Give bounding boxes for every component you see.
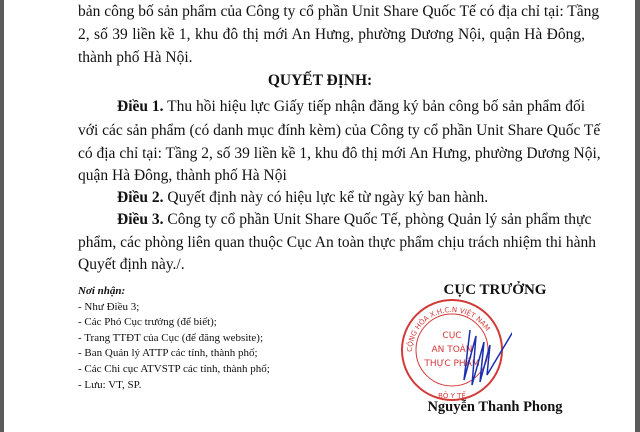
- article-2-label: Điều 2.: [117, 189, 164, 206]
- recipient-item: - Ban Quản lý ATTP các tỉnh, thành phố;: [78, 347, 258, 360]
- svg-text:AN TOÀN: AN TOÀN: [431, 345, 473, 355]
- article-2: [117, 188, 585, 208]
- signer-name: Nguyễn Thanh Phong: [427, 399, 563, 415]
- article-2-text: Quyết định này có hiệu lực kể từ ngày ký ban hành.: [163, 189, 489, 206]
- recipient-item: - Như Điều 3;: [78, 300, 140, 313]
- article-3-line: Quyết định này./.: [78, 256, 185, 273]
- svg-text:CỘNG HÒA X.H.C.N VIỆT NAM: CỘNG HÒA X.H.C.N VIỆT NAM: [405, 305, 492, 353]
- recipient-item: - Lưu: VT, SP.: [78, 378, 142, 391]
- official-stamp-icon: [392, 290, 512, 410]
- article-3-text: Công ty cổ phần Unit Share Quốc Tế, phòng Quản lý sản phẩm thực: [163, 211, 592, 228]
- article-1-line: có địa chỉ tại: Tầng 2, số 39 liền kề 1, khu đô thị mới An Hưng, phường Dương Nội,: [78, 145, 601, 162]
- article-1: [117, 97, 585, 117]
- article-3: [117, 210, 592, 230]
- recipient-item: - Trang TTĐT của Cục (để đăng website);: [78, 331, 264, 344]
- article-3-label: Điều 3.: [117, 211, 164, 228]
- svg-text:BỘ Y TẾ: BỘ Y TẾ: [438, 392, 466, 400]
- preamble-line: bản công bố sản phẩm của Công ty cổ phần Unit Share Quốc Tế có địa chỉ tại: Tầng: [78, 3, 600, 20]
- preamble-line: 2, số 39 liền kề 1, khu đô thị mới An Hưng, phường Dương Nội, quận Hà Đông,: [78, 26, 585, 43]
- signature-title: CỤC TRƯỞNG: [443, 282, 547, 298]
- article-1-text: Thu hồi hiệu lực Giấy tiếp nhận đăng ký bản công bố sản phẩm đối: [163, 98, 586, 115]
- article-1-line: quận Hà Đông, thành phố Hà Nội: [78, 167, 287, 184]
- viewer-left-edge: [0, 0, 4, 432]
- article-1-label: Điều 1.: [117, 98, 164, 115]
- article-1-line: với các sản phẩm (có danh mục đính kèm) của Công ty cổ phần Unit Share Quốc Tế: [78, 122, 601, 139]
- viewer-right-edge: [635, 0, 640, 432]
- recipients-block: [78, 284, 270, 393]
- article-3-line: phẩm, các phòng liên quan thuộc Cục An toàn thực phẩm chịu trách nhiệm thi hành: [78, 234, 597, 251]
- recipient-item: - Các Phó Cục trưởng (để biết);: [78, 316, 217, 329]
- svg-text:CỤC: CỤC: [442, 331, 462, 341]
- recipient-item: - Các Chi cục ATVSTP các tỉnh, thành phố;: [78, 362, 270, 375]
- svg-text:THỰC PHẨM: THỰC PHẨM: [424, 359, 480, 369]
- decision-heading: QUYẾT ĐỊNH:: [267, 72, 373, 89]
- preamble-line: thành phố Hà Nội.: [78, 49, 193, 66]
- recipients-title: Nơi nhận:: [78, 285, 126, 297]
